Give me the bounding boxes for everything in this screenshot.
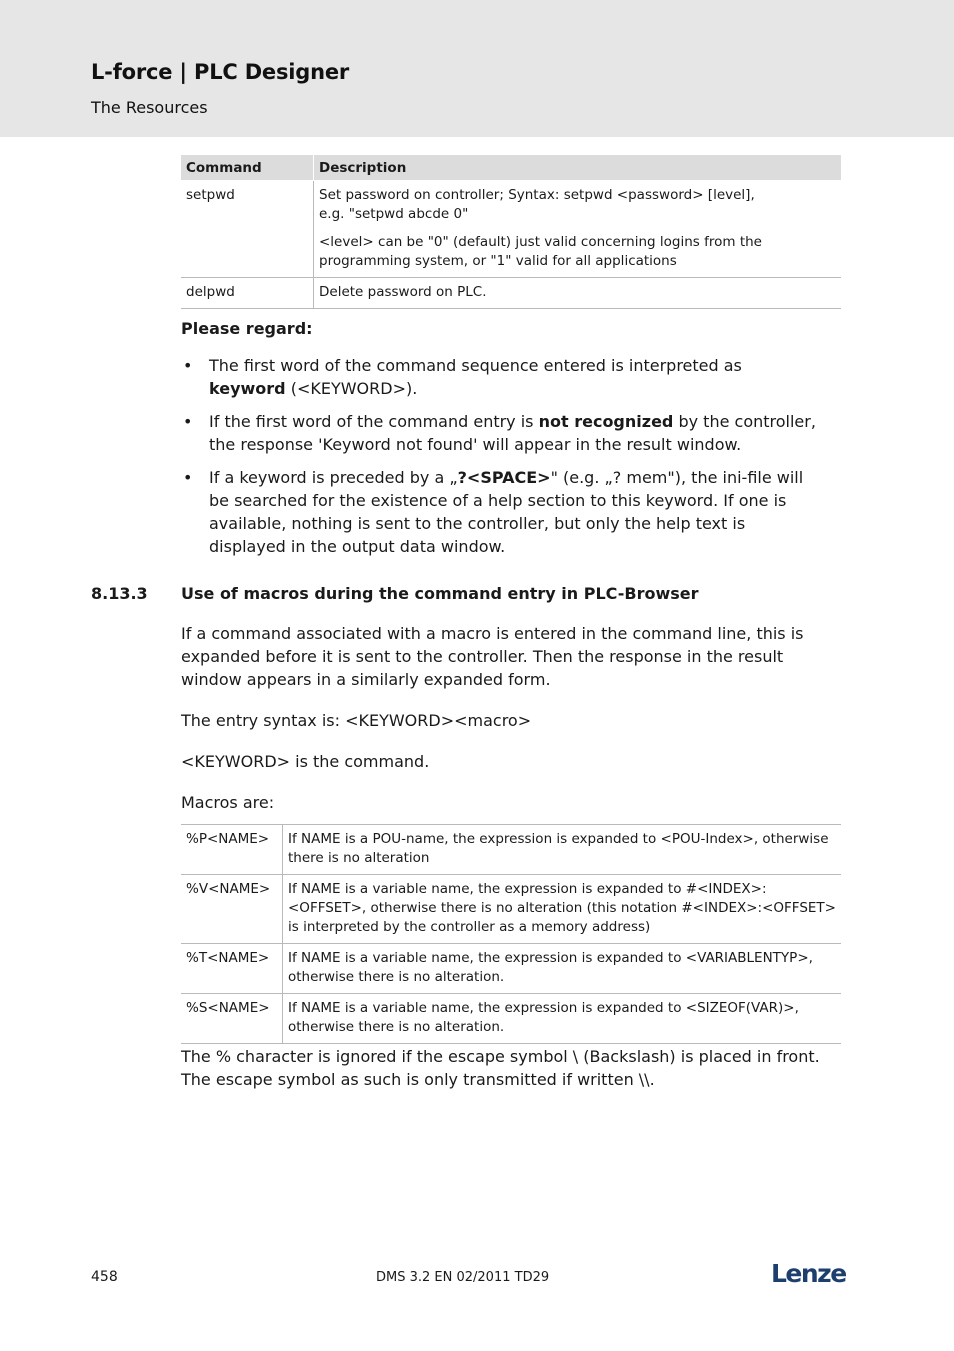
section-title: Use of macros during the command entry in PLC-Browser [181,584,699,603]
bullet-icon: • [183,412,193,431]
macro-cell: %P<NAME> [181,825,283,875]
table-row [181,875,841,944]
description-line: Set password on controller; Syntax: setpwd <password> [level], e.g. "setpwd abcde 0" [319,187,755,222]
bullet-icon: • [183,468,193,487]
regard-heading: Please regard: [181,319,313,338]
table-row [181,825,841,875]
macro-table [181,824,841,1044]
bullet-icon: • [183,356,193,375]
chapter-subtitle: The Resources [91,98,208,117]
list-item: • If the first word of the command entry is not recognized by the controller, the response 'Keyword not found' will appear in the result window. [183,412,816,454]
column-header-description: Description [314,155,842,181]
table-header-row [181,155,841,181]
page-number: 458 [91,1269,118,1285]
list-item: • If a keyword is preceded by a „?<SPACE>" (e.g. „? mem"), the ini-file will be searched for the existence of a help section to this keyword. If one is available, nothing is sent to the controller, but only the help text is displayed in the output data window. [183,468,804,556]
description-line: <level> can be "0" (default) just valid concerning logins from the programming system, or "1" valid for all applications [319,234,762,269]
macro-cell: %V<NAME> [181,875,283,944]
paragraph: The entry syntax is: <KEYWORD><macro> [181,711,532,730]
macro-description-cell: If NAME is a POU-name, the expression is expanded to <POU-Index>, otherwise there is no alteration [283,825,842,875]
table-row [181,278,841,309]
macro-description-cell: If NAME is a variable name, the expression is expanded to #<INDEX>:<OFFSET>, otherwise there is no alteration (this notation #<INDEX>:<OFFSET> is interpreted by the controller as a memory address) [283,875,842,944]
paragraph: The % character is ignored if the escape symbol \ (Backslash) is placed in front. The escape symbol as such is only transmitted if written \\. [181,1047,820,1089]
table-row [181,944,841,994]
paragraph: If a command associated with a macro is entered in the command line, this is expanded before it is sent to the controller. Then the response in the result window appears in a similarly expanded form. [181,624,804,689]
document-reference: DMS 3.2 EN 02/2011 TD29 [376,1270,550,1285]
table-row [181,181,841,278]
command-table [181,155,841,309]
document-title: L-force | PLC Designer [91,60,350,84]
header-band [0,0,954,137]
description-cell: Delete password on PLC. [314,278,842,309]
column-header-command: Command [181,155,314,181]
section-number: 8.13.3 [91,584,148,603]
command-cell: setpwd [181,181,314,278]
list-item: • The first word of the command sequence entered is interpreted as keyword (<KEYWORD>). [183,356,742,398]
macro-description-cell: If NAME is a variable name, the expression is expanded to <VARIABLENTYP>, otherwise there is no alteration. [283,944,842,994]
description-cell [314,181,842,278]
logo-text: Lenze [771,1259,846,1288]
command-cell: delpwd [181,278,314,309]
paragraph: <KEYWORD> is the command. [181,752,430,771]
regard-bullet-list [181,354,821,568]
table-row [181,994,841,1044]
lenze-logo-icon [771,1258,851,1288]
macro-description-cell: If NAME is a variable name, the expression is expanded to <SIZEOF(VAR)>, otherwise there is no alteration. [283,994,842,1044]
macro-cell: %T<NAME> [181,944,283,994]
paragraph: Macros are: [181,793,275,812]
macro-cell: %S<NAME> [181,994,283,1044]
